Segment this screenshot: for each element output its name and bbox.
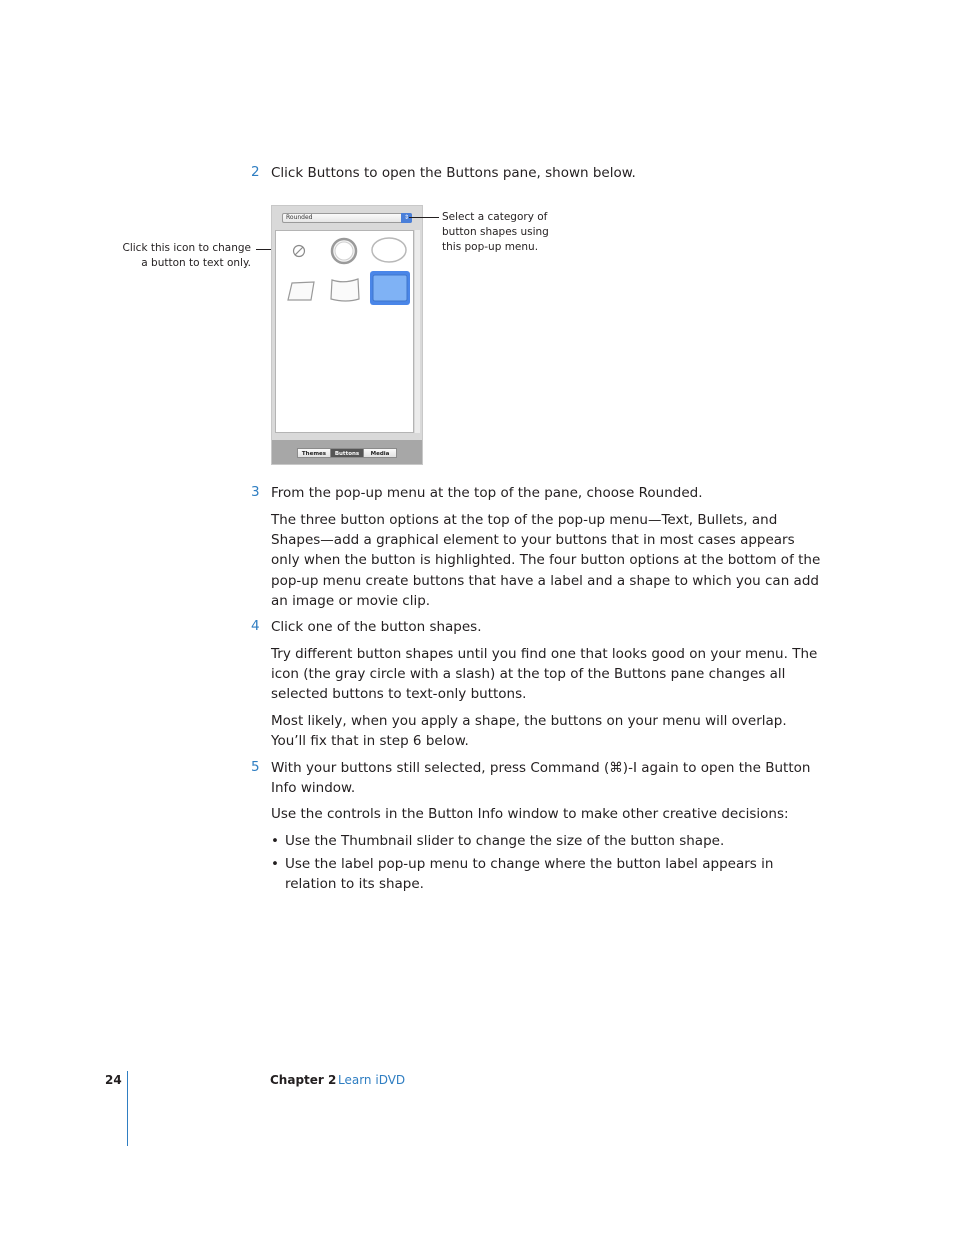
bullet-text: Use the Thumbnail slider to change the size of the button shape. <box>285 833 725 849</box>
step-number: 5 <box>251 759 260 775</box>
step-text: With your buttons still selected, press Command (⌘)-I again to open the Button Info window. <box>271 760 811 797</box>
scrollbar[interactable] <box>415 230 420 433</box>
bullet-mark: • <box>271 833 279 849</box>
callout-text-only: Click this icon to change a button to text only. <box>122 242 251 269</box>
footer-rule <box>127 1071 128 1146</box>
tab-themes[interactable]: Themes <box>297 448 331 458</box>
rounded-rectangle-shape-selected[interactable] <box>370 271 410 305</box>
callout-popup-menu: Select a category of button shapes using this pop-up menu. <box>442 211 549 253</box>
paragraph: Try different button shapes until you find one that looks good on your menu. The icon (the gray circle with a slash) at the top of the Buttons pane changes all selected buttons to text-only buttons. <box>271 646 818 703</box>
tab-buttons[interactable]: Buttons <box>330 448 364 458</box>
curved-shape[interactable] <box>331 279 359 301</box>
bullet-mark: • <box>271 856 279 872</box>
step-text: From the pop-up menu at the top of the pane, choose Rounded. <box>271 485 703 501</box>
popup-arrows-icon: ⇕ <box>401 213 412 223</box>
step-text: Click one of the button shapes. <box>271 619 482 635</box>
buttons-pane <box>271 205 423 465</box>
step-number: 4 <box>251 618 260 634</box>
step-text: Click Buttons to open the Buttons pane, shown below. <box>271 165 636 181</box>
oval-shape[interactable] <box>372 238 406 262</box>
tab-media[interactable]: Media <box>363 448 397 458</box>
button-shapes-well <box>275 230 414 433</box>
leader-line <box>409 217 439 218</box>
paragraph: Most likely, when you apply a shape, the buttons on your menu will overlap. You’ll fix that in step 6 below. <box>271 713 787 750</box>
chapter-title: Learn iDVD <box>338 1073 406 1087</box>
slanted-shape[interactable] <box>288 282 314 300</box>
chapter-label: Chapter 2 <box>270 1073 337 1087</box>
paragraph: The three button options at the top of the pop-up menu—Text, Bullets, and Shapes—add a graphical element to your buttons that in most cases appears only when the button is highlighted. The four button options at the bottom of the pop-up menu create buttons that have a label and a shape to which you can add an image or movie clip. <box>271 512 821 609</box>
bullet-text: Use the label pop-up menu to change where the button label appears in relation to its shape. <box>285 856 774 893</box>
circle-shape[interactable] <box>332 239 356 263</box>
no-shape-icon[interactable] <box>294 246 305 257</box>
category-popup[interactable]: Rounded ⇕ <box>282 213 412 223</box>
pane-tab-bar <box>272 440 422 464</box>
step-number: 3 <box>251 484 260 500</box>
step-number: 2 <box>251 164 260 180</box>
page-number: 24 <box>105 1073 122 1087</box>
paragraph: Use the controls in the Button Info window to make other creative decisions: <box>271 806 789 822</box>
